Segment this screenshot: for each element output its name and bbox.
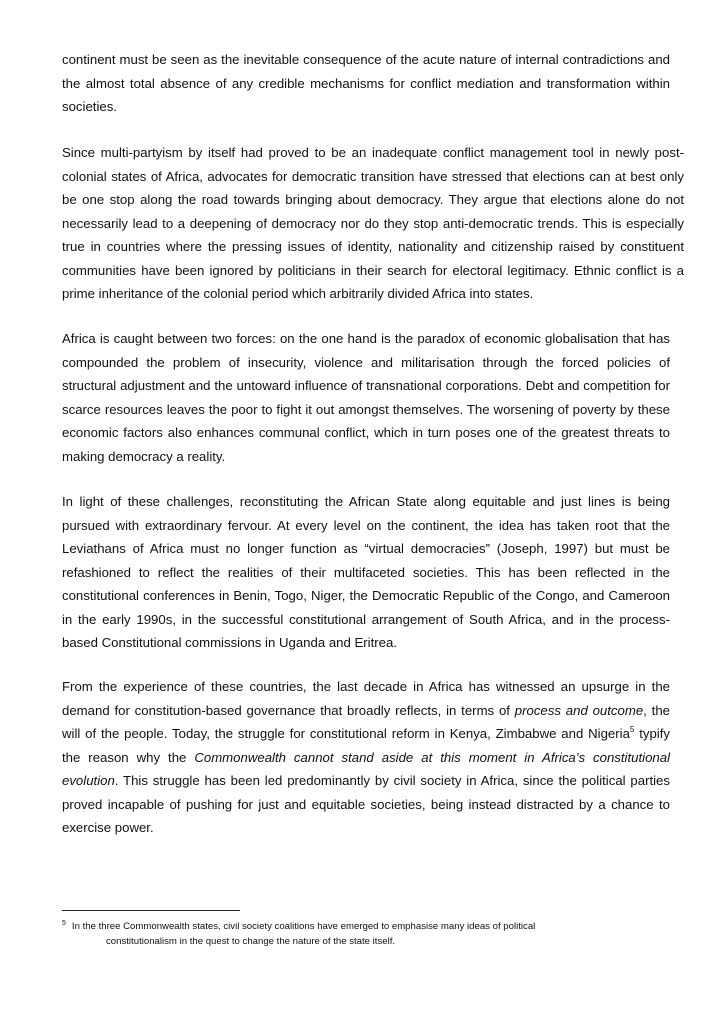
paragraph-3: Africa is caught between two forces: on the one hand is the paradox of economic globalisation that has compounded the problem of insecurity, violence and militarisation through the forced policies of structural adjustment and the untoward influence of transnational corporations. Debt and competition for scarce resources leaves the poor to fight it out amongst themselves. The worsening of poverty by these economic factors also enhances communal conflict, which in turn poses one of the greatest threats to making democracy a reality. — [62, 331, 670, 464]
footnote-line-2: constitutionalism in the quest to change the nature of the state itself. — [106, 936, 396, 947]
footnote-line-1: In the three Commonwealth states, civil society coalitions have emerged to emphasise many ideas of political — [71, 921, 536, 932]
paragraph-4: In light of these challenges, reconstituting the African State along equitable and just lines is being pursued with extraordinary fervour. At every level on the continent, the idea has taken root that the Leviathans of Africa must no longer function as “virtual democracies” (Joseph, 1997) but must be refashioned to reflect the realities of their multifaceted societies. This has been reflected in the constitutional conferences in Benin, Togo, Niger, the Democratic Republic of the Congo, and Cameroon in the early 1990s, in the successful constitutional arrangement of South Africa, and in the process-based Constitutional commissions in Uganda and Eritrea. — [62, 494, 670, 650]
footnote-reference[interactable]: 5 — [629, 725, 635, 734]
footnote-separator — [62, 910, 240, 911]
paragraph-5-emphasis-commonwealth: Commonwealth cannot stand aside at this moment in Africa’s constitutional evolution — [62, 749, 670, 788]
paragraph-5-text-d: . This struggle has been led predominantly by civil society in Africa, since the political parties proved incapable of pushing for just and equitable societies, being instead distracted by a chance to exercise power. — [62, 773, 670, 835]
paragraph-2: Since multi-partyism by itself had proved to be an inadequate conflict management tool in newly post-colonial states of Africa, advocates for democratic transition have stressed that elections can at best only be one stop along the road towards bringing about democracy. They argue that elections alone do not necessarily lead to a deepening of democracy nor do they stop anti-democratic trends. This is especially true in countries where the pressing issues of identity, nationality and citizenship raised by constituent communities have been ignored by politicians in their search for electoral legitimacy. Ethnic conflict is a prime inheritance of the colonial period which arbitrarily divided Africa into states. — [62, 145, 684, 301]
footnote — [62, 919, 670, 949]
paragraph-5-emphasis-process: process and outcome — [514, 702, 644, 718]
paragraph-5-text-b: , the will of the people. Today, the struggle for constitutional reform in Kenya, Zimbabwe and Nigeria — [62, 702, 670, 741]
paragraph-5 — [62, 675, 670, 840]
paragraph-1: continent must be seen as the inevitable consequence of the acute nature of internal contradictions and the almost total absence of any credible mechanisms for conflict mediation and transformation within societies. — [62, 52, 670, 114]
paragraph-5-text-c: typify the reason why the — [62, 726, 670, 765]
paragraph-5-text-a: From the experience of these countries, the last decade in Africa has witnessed an upsurge in the demand for constitution-based governance that broadly reflects, in terms of — [62, 679, 670, 718]
footnote-number: 5 — [62, 920, 66, 927]
